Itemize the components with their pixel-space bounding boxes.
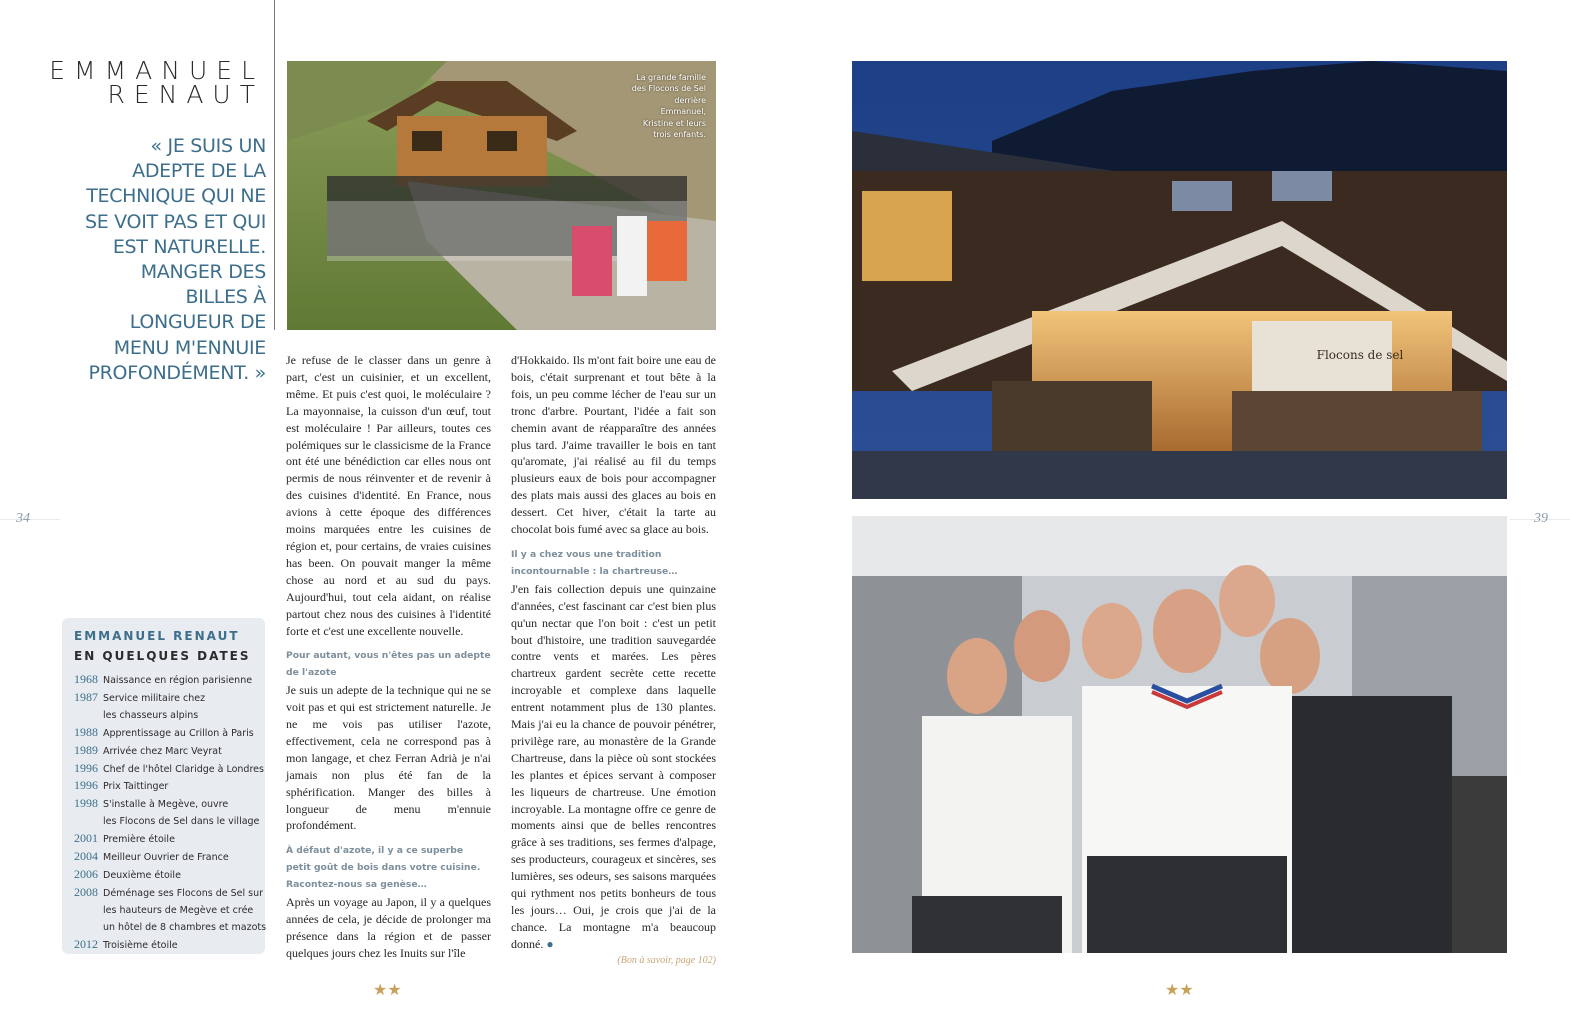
- timeline-row: [74, 743, 269, 761]
- paragraph: Je suis un adepte de la technique qui ne se voit pas et qui est strictement naturelle. Je ne me vois pas utiliser l'azote, effectivement, cela ne correspond pas à mon langage, et chez Ferran Adrià je n'ai jamais non plus été fan de la sphérification. Manger des billes à longueur de menu m'ennuie profondément.: [286, 683, 491, 833]
- timeline-event: Prix Taittinger: [103, 781, 169, 793]
- paragraph: Je refuse de le classer dans un genre à part, c'est un cuisinier, et un excellent, même. Et puis c'est quoi, le moléculaire ? La mayonnaise, la cuisson d'un œuf, tout est moléculaire ! Par ailleurs, toutes ces polémiques sur le classicisme de la France ont été une bénédiction car elles nous ont permis de nous réinventer et de revenir à des cuisines d'identité. En France, nous avions à cette époque des différences moins marquées entre les cuisines de région et, pour certains, de vraies cuisines has been. On pouvait manger la même chose au nord et au sud du pays. Aujourd'hui, tout cela aidant, on réalise partout chez nous des cuisines à l'identité forte et c'est une excellente nouvelle.: [286, 353, 491, 638]
- paragraph: [511, 581, 716, 953]
- chronology-title-line2: EN QUELQUES DATES: [74, 649, 251, 663]
- interview-question: À défaut d'azote, il y a ce superbe petit goût de bois dans votre cuisine. Racontez-nous sa genèse…: [286, 845, 481, 891]
- timeline-event: les hauteurs de Megève et crée: [103, 904, 254, 916]
- article-column-1: [286, 352, 491, 962]
- timeline-year: 1996: [74, 760, 98, 775]
- timeline-year: 2012: [74, 936, 98, 951]
- interview-question: Il y a chez vous une tradition incontournable : la chartreuse…: [511, 548, 678, 577]
- timeline-event: Naissance en région parisienne: [103, 675, 253, 686]
- page-number-right: 39: [1534, 511, 1548, 526]
- timeline-year: 1996: [74, 778, 98, 793]
- timeline-event: Déménage ses Flocons de Sel sur: [103, 887, 264, 899]
- timeline-row: [74, 796, 269, 814]
- chef-name-first: EMMANUEL: [49, 56, 264, 85]
- timeline-year: 2006: [74, 866, 98, 881]
- restaurant-sign: Flocons de sel: [1316, 348, 1404, 362]
- timeline-event: Troisième étoile: [103, 939, 178, 951]
- margin-rule: [0, 519, 60, 520]
- timeline-event: Arrivée chez Marc Veyrat: [103, 745, 222, 757]
- timeline-row: [74, 849, 269, 867]
- timeline-year: 1968: [74, 672, 98, 686]
- timeline-event: Chef de l'hôtel Claridge à Londres: [103, 763, 264, 775]
- paragraph: Après un voyage au Japon, il y a quelques années de cela, je décide de prolonger ma présence dans la région et de passer quelques jours chez les Inuits sur l'île: [286, 895, 491, 960]
- vertical-rule: [274, 0, 275, 330]
- timeline-year: 1989: [74, 742, 98, 757]
- end-mark: ●: [546, 936, 554, 951]
- timeline-row: [74, 937, 269, 955]
- timeline-year: 1987: [74, 689, 98, 704]
- timeline-event: un hôtel de 8 chambres et mazots: [103, 921, 267, 933]
- chronology-title-line1: EMMANUEL RENAUT: [74, 629, 240, 643]
- photo-caption: La grande famille des Flocons de Sel derrière Emmanuel, Kristine et leurs trois enfants.: [631, 73, 706, 140]
- timeline-row: [74, 885, 269, 903]
- timeline-event: S'installe à Megève, ouvre: [103, 799, 229, 811]
- timeline-year: 1998: [74, 796, 98, 811]
- timeline-row: [74, 761, 269, 779]
- timeline-row: [74, 690, 269, 708]
- paragraph-text: J'en fais collection depuis une quinzaine d'années, c'est fascinant car c'est bien plus qu'un nectar que l'on boit : c'est un petit bout d'histoire, une tradition sauvegardée contre vents et marées. Les pères chartreux gardent secrète cette recette incroyable et complexe dans laquelle entrent notamment plus de 130 plantes. Mais j'ai eu la chance de pouvoir pénétrer, privilège rare, au monastère de la Grande Chartreuse, dans la pièce où sont stockées les plantes et épices servant à composer les liqueurs de chartreuse. Une émotion incroyable. La montagne offre ce genre de moments ainsi que de belles rencontres grâce à ses traditions, ses fermes d'alpage, ses producteurs, courageux et sincères, ses lumières, ses odeurs, ses saisons marquées qui rythment nos petits bonheurs de tous les jours… Oui, je crois que j'ai de la chance. La montagne m'a beaucoup donné.: [511, 581, 716, 951]
- timeline-event: les chasseurs alpins: [103, 709, 199, 721]
- article-column-2: [511, 352, 716, 970]
- timeline-event: Première étoile: [103, 834, 175, 846]
- timeline-row: [74, 831, 269, 849]
- restaurant-exterior-photo: [852, 61, 1507, 499]
- timeline-event: Service militaire chez: [103, 692, 206, 704]
- timeline-event: Meilleur Ouvrier de France: [103, 852, 229, 864]
- stars-icon: ★★: [1165, 980, 1194, 999]
- timeline-year: 2008: [74, 884, 98, 899]
- timeline-row: [74, 725, 269, 743]
- timeline-year: 2004: [74, 849, 98, 864]
- interview-question: Pour autant, vous n'êtes pas un adepte de l'azote: [286, 650, 491, 679]
- cross-reference: (Bon à savoir, page 102): [617, 954, 716, 966]
- chronology-title: [74, 626, 251, 666]
- timeline-row: [74, 814, 269, 831]
- timeline: [74, 672, 269, 955]
- timeline-row: [74, 867, 269, 885]
- chef-name-last: RENAUT: [107, 80, 264, 109]
- chef-team-photo: [852, 516, 1507, 953]
- paragraph: d'Hokkaido. Ils m'ont fait boire une eau de bois, c'était surprenant et tout bête à la fois, un peu comme lécher de l'eau sur un tronc d'arbre. Pourtant, l'idée a fait son chemin avant de réapparaître des années plus tard. J'aime travailler le bois en tant qu'aromate, j'ai réalisé au fil du temps plusieurs eaux de bois pour accompagner des plats mais aussi des glaces au bois en dessert. Cet hiver, c'était la tarte au chocolat bois fumé avec sa glace au bois.: [511, 353, 716, 537]
- stars-icon: ★★: [373, 980, 402, 999]
- timeline-event: les Flocons de Sel dans le village: [103, 816, 260, 828]
- pull-quote: « JE SUIS UN ADEPTE DE LA TECHNIQUE QUI NE SE VOIT PAS ET QUI EST NATURELLE. MANGER DES BILLES À LONGUEUR DE MENU M'ENNUIE PROFONDÉMENT. »: [84, 135, 266, 384]
- timeline-year: 2001: [74, 831, 98, 846]
- timeline-row: [74, 903, 269, 920]
- page-number-left: 34: [16, 511, 30, 526]
- timeline-event: Apprentissage au Crillon à Paris: [103, 727, 254, 739]
- timeline-row: [74, 778, 269, 796]
- timeline-row: [74, 708, 269, 725]
- timeline-row: [74, 672, 269, 690]
- timeline-event: Deuxième étoile: [103, 869, 181, 881]
- timeline-row: [74, 920, 269, 937]
- timeline-year: 1988: [74, 724, 98, 739]
